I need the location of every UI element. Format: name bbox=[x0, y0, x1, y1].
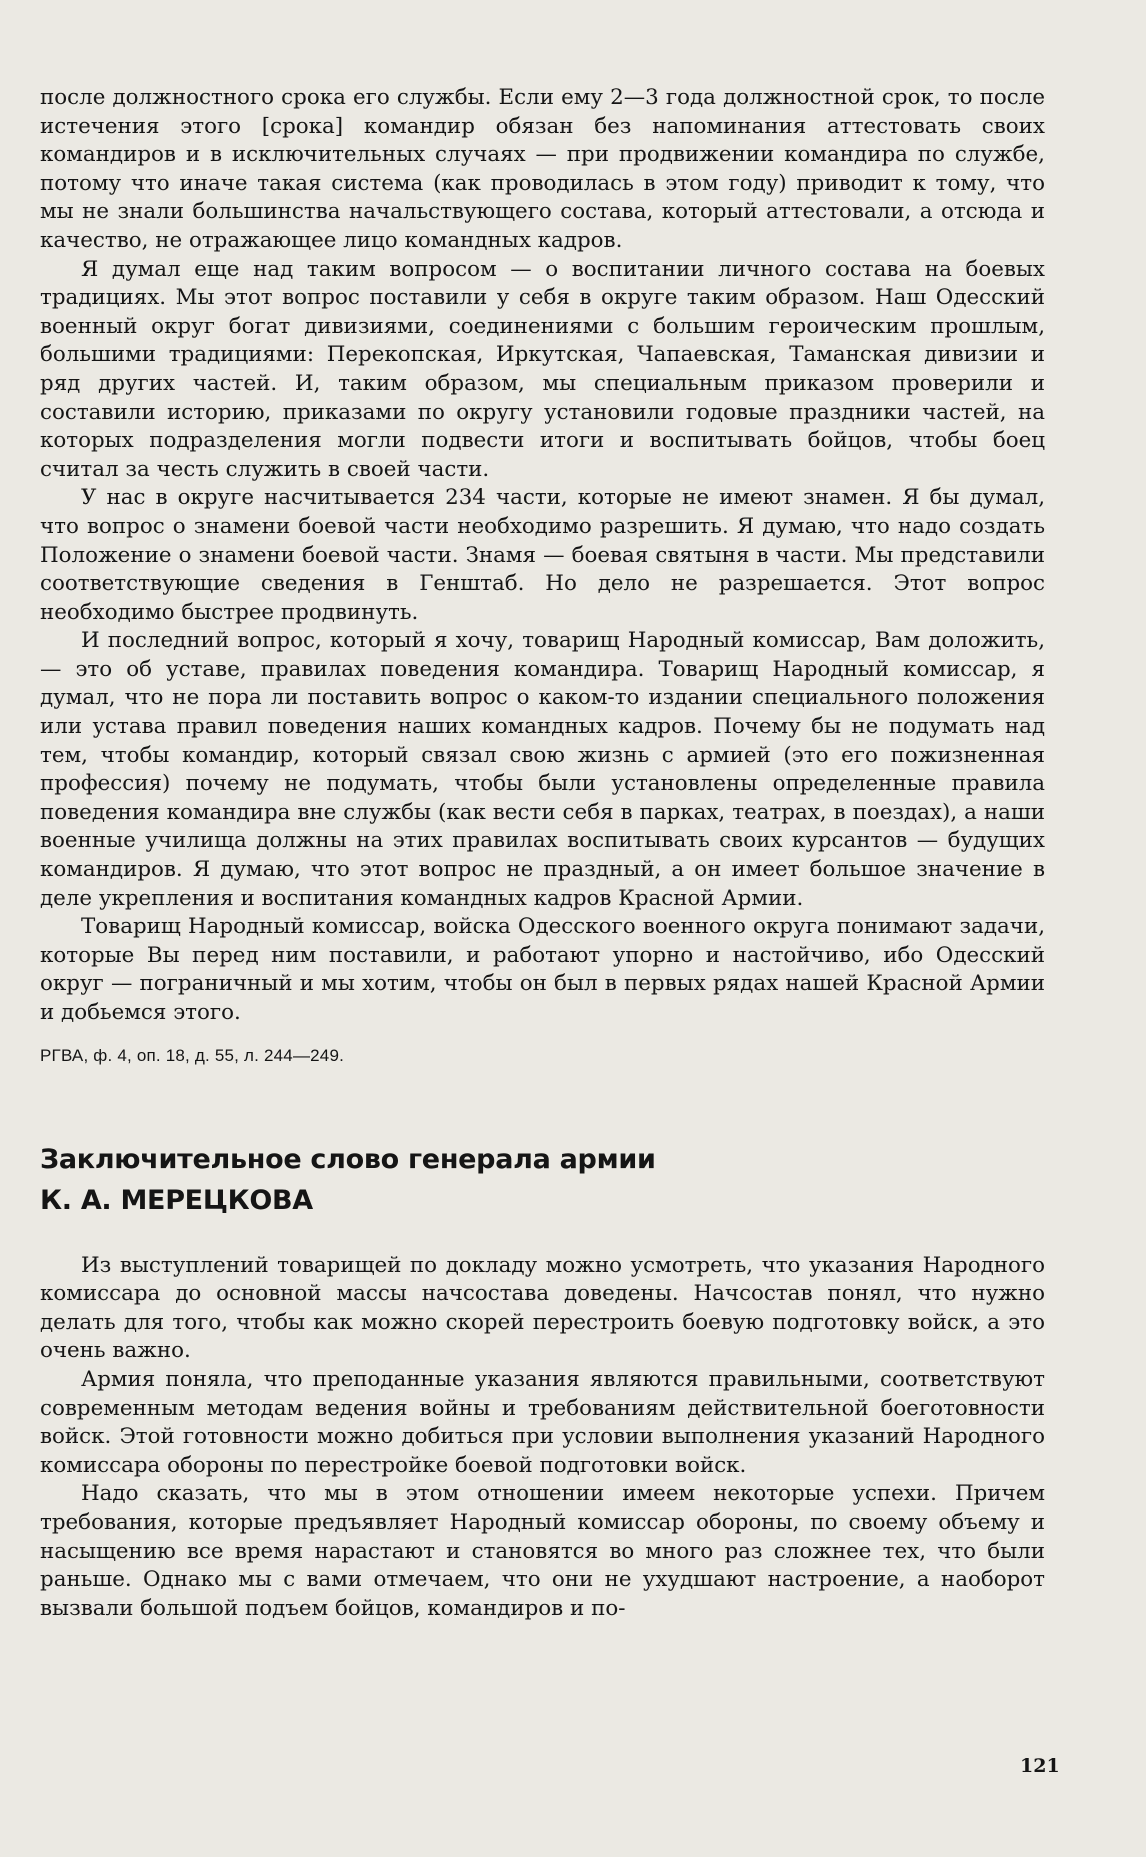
page-content bbox=[40, 84, 1045, 1623]
page-number: 121 bbox=[1020, 1755, 1060, 1777]
archive-source-reference: РГВА, ф. 4, оп. 18, д. 55, л. 244—249. bbox=[40, 1045, 345, 1065]
section-heading-line-2: К. А. МЕРЕЦКОВА bbox=[40, 1184, 313, 1216]
paragraph: Армия поняла, что преподанные указания являются правильными, соответствуют современным методам ведения войны и требованиям действительной боеготовности войск. Этой готовности можно добиться при условии выполнения указаний Народного комиссара обороны по перестройке боевой подготовки войск. bbox=[40, 1366, 1045, 1478]
section-heading bbox=[40, 1139, 1045, 1221]
paragraph: Я думал еще над таким вопросом — о воспитании личного состава на боевых традициях. Мы этот вопрос поставили у себя в округе таким образом. Наш Одесский военный округ богат дивизиями, соединениями с большим героическим прошлым, большими традициями: Перекопская, Иркутская, Чапаевская, Таманская дивизии и ряд других частей. И, таким образом, мы специальным приказом проверили и составили историю, приказами по округу установили годовые праздники частей, на которых подразделения могли подвести итоги и воспитывать бойцов, чтобы боец считал за честь служить в своей части. bbox=[40, 256, 1045, 482]
paragraph: Надо сказать, что мы в этом отношении имеем некоторые успехи. Причем требования, которые предъявляет Народный комиссар обороны, по своему объему и насыщению все время нарастают и становятся во много раз сложнее тех, что были раньше. Однако мы с вами отмечаем, что они не ухудшают настроение, а наоборот вызвали большой подъем бойцов, командиров и по- bbox=[40, 1481, 1045, 1621]
paragraph: Товарищ Народный комиссар, войска Одесского военного округа понимают задачи, которые Вы перед ним поставили, и работают упорно и настойчиво, ибо Одесский округ — пограничный и мы хотим, чтобы он был в первых рядах нашей Красной Армии и добьемся этого. bbox=[40, 914, 1045, 1025]
paragraph: И последний вопрос, который я хочу, товарищ Народный комиссар, Вам доложить, — это об уставе, правилах поведения командира. Товарищ Народный комиссар, я думал, что не пора ли поставить вопрос о каком-то издании специального положения или устава правил поведения наших командных кадров. Почему бы не подумать над тем, чтобы командир, который связал свою жизнь с армией (это его пожизненная профессия) почему не подумать, чтобы были установлены определенные правила поведения командира вне службы (как вести себя в парках, театрах, в поездах), а наши военные училища должны на этих правилах воспитывать своих курсантов — будущих командиров. Я думаю, что этот вопрос не праздный, а он имеет большое значение в деле укрепления и воспитания командных кадров Красной Армии. bbox=[40, 628, 1045, 911]
paragraph: после должностного срока его службы. Если ему 2—3 года должностной срок, то после истечения этого [срока] командир обязан без напоминания аттестовать своих командиров и в исключительных случаях — при продвижении командира по службе, потому что иначе такая система (как проводилась в этом году) приводит к тому, что мы не знали большинства начальствующего состава, который аттестовали, а отсюда и качество, не отражающее лицо командных кадров. bbox=[40, 85, 1045, 253]
paragraph: У нас в округе насчитывается 234 части, которые не имеют знамен. Я бы думал, что вопрос о знамени боевой части необходимо разрешить. Я думаю, что надо создать Положение о знамени боевой части. Знамя — боевая святыня в части. Мы представили соответствующие сведения в Генштаб. Но дело не разрешается. Этот вопрос необходимо быстрее продвинуть. bbox=[40, 485, 1045, 625]
section-body bbox=[40, 1252, 1045, 1624]
section-heading-line-1: Заключительное слово генерала армии bbox=[40, 1143, 656, 1175]
paragraph: Из выступлений товарищей по докладу можно усмотреть, что указания Народного комиссара до основной массы начсостава доведены. Начсостав понял, что нужно делать для того, чтобы как можно скорей перестроить боевую подготовку войск, а это очень важно. bbox=[40, 1252, 1045, 1364]
